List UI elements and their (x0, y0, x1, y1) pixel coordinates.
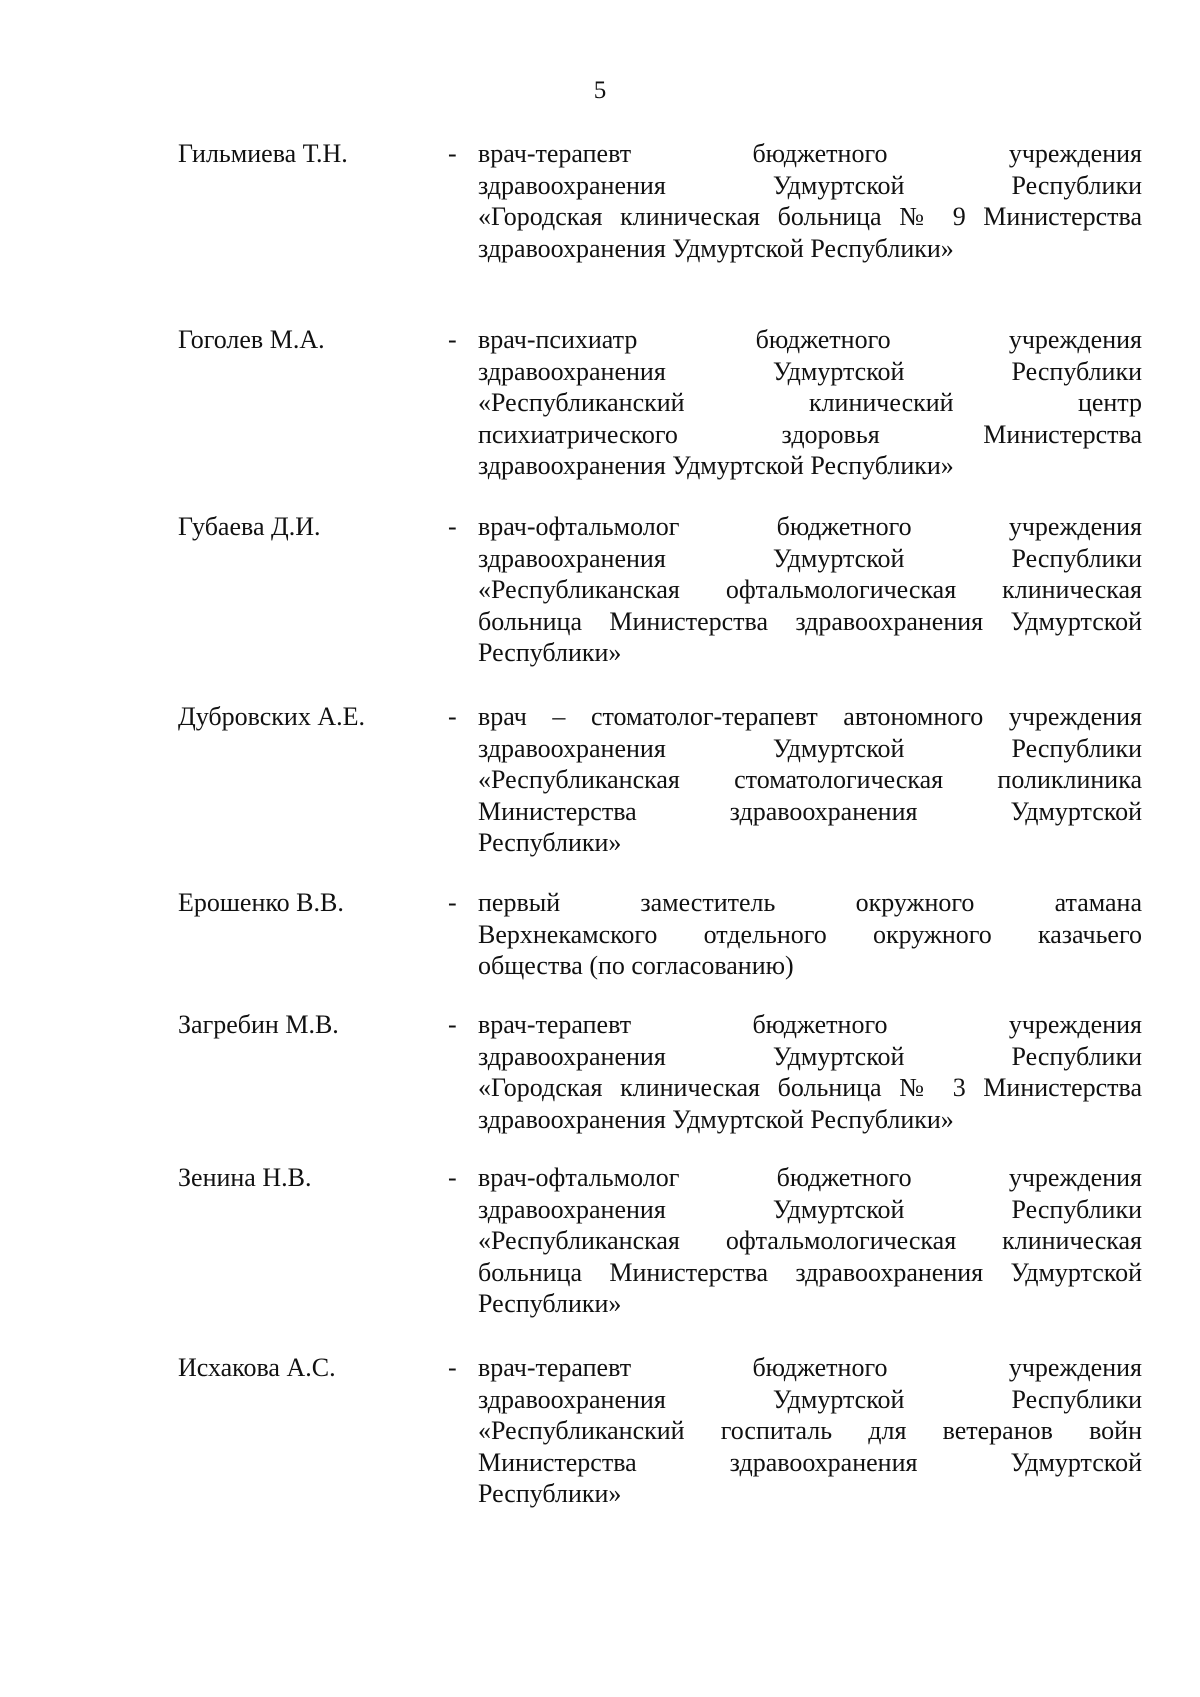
member-name: Гильмиева Т.Н. (178, 139, 348, 168)
member-name: Исхакова А.С. (178, 1353, 336, 1382)
member-name: Зенина Н.В. (178, 1163, 312, 1192)
dash-separator: - (448, 1353, 457, 1382)
position-line: здравоохранения Удмуртской Республики (478, 733, 1142, 763)
position-line: врач-офтальмолог бюджетного учреждения (478, 1163, 1142, 1192)
member-position (478, 1009, 1142, 1135)
position-line: Министерства здравоохранения Удмуртской (478, 796, 1142, 826)
position-line: Верхнекамского отдельного окружного казачьего (478, 919, 1142, 949)
page-number: 5 (593, 77, 607, 104)
member-list (178, 138, 1142, 1512)
member-name: Ерошенко В.В. (178, 888, 344, 917)
position-line: «Республиканская офтальмологическая клиническая (478, 575, 1142, 604)
position-line: здравоохранения Удмуртской Республики (478, 356, 1142, 386)
list-item (178, 324, 1142, 511)
position-line: «Городская клиническая больница № 3 Министерства (478, 1073, 1142, 1102)
member-position (478, 511, 1142, 669)
position-line: больница Министерства здравоохранения Удмуртской (478, 606, 1142, 636)
dash-separator: - (448, 1163, 457, 1192)
position-line: здравоохранения Удмуртской Республики (478, 1384, 1142, 1414)
position-line: Республики» (478, 828, 622, 857)
position-line: здравоохранения Удмуртской Республики» (478, 1104, 954, 1134)
position-line: «Республиканская стоматологическая поликлиника (478, 765, 1142, 794)
member-position (478, 887, 1142, 982)
dash-separator: - (448, 139, 457, 168)
dash-separator: - (448, 325, 457, 354)
list-item (178, 887, 1142, 1009)
list-item (178, 1352, 1142, 1512)
position-line: врач-офтальмолог бюджетного учреждения (478, 512, 1142, 541)
position-line: здравоохранения Удмуртской Республики (478, 170, 1142, 200)
position-line: «Республиканская офтальмологическая клиническая (478, 1226, 1142, 1255)
position-line: «Республиканский клинический центр (478, 388, 1142, 417)
position-line: врач-терапевт бюджетного учреждения (478, 139, 1142, 168)
member-name: Гоголев М.А. (178, 325, 325, 354)
position-line: Республики» (478, 1479, 622, 1508)
position-line: врач – стоматолог-терапевт автономного учреждения (478, 702, 1142, 731)
member-name: Губаева Д.И. (178, 512, 321, 541)
member-position (478, 138, 1142, 264)
position-line: врач-психиатр бюджетного учреждения (478, 325, 1142, 354)
list-item (178, 1009, 1142, 1162)
list-item (178, 511, 1142, 701)
member-name: Дубровских А.Е. (178, 702, 365, 731)
position-line: первый заместитель окружного атамана (478, 888, 1142, 917)
position-line: здравоохранения Удмуртской Республики (478, 543, 1142, 573)
list-item (178, 1162, 1142, 1352)
position-line: здравоохранения Удмуртской Республики» (478, 451, 954, 480)
position-line: Министерства здравоохранения Удмуртской (478, 1447, 1142, 1477)
dash-separator: - (448, 512, 457, 541)
position-line: Республики» (478, 1289, 622, 1318)
position-line: здравоохранения Удмуртской Республики (478, 1041, 1142, 1071)
member-position (478, 701, 1142, 859)
dash-separator: - (448, 888, 457, 917)
member-name: Загребин М.В. (178, 1010, 339, 1039)
position-line: общества (по согласованию) (478, 951, 794, 980)
list-item (178, 701, 1142, 887)
list-item (178, 138, 1142, 324)
position-line: больница Министерства здравоохранения Удмуртской (478, 1257, 1142, 1287)
position-line: психиатрического здоровья Министерства (478, 419, 1142, 449)
position-line: врач-терапевт бюджетного учреждения (478, 1010, 1142, 1039)
position-line: «Городская клиническая больница № 9 Министерства (478, 202, 1142, 231)
position-line: здравоохранения Удмуртской Республики» (478, 233, 954, 263)
member-position (478, 1162, 1142, 1320)
dash-separator: - (448, 1010, 457, 1039)
position-line: «Республиканский госпиталь для ветеранов войн (478, 1416, 1142, 1445)
member-position (478, 1352, 1142, 1510)
position-line: врач-терапевт бюджетного учреждения (478, 1353, 1142, 1382)
member-position (478, 324, 1142, 482)
position-line: Республики» (478, 638, 622, 667)
dash-separator: - (448, 702, 457, 731)
position-line: здравоохранения Удмуртской Республики (478, 1194, 1142, 1224)
